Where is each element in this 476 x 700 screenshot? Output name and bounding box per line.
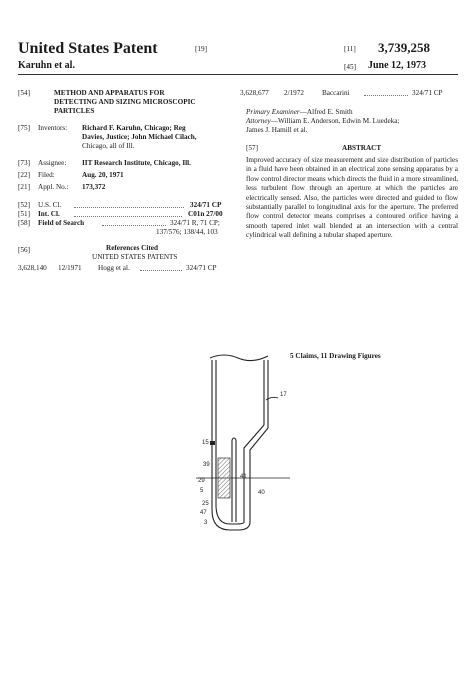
ref2-class: 324/71 CP (412, 89, 443, 97)
left-column (18, 80, 232, 380)
us-dots (74, 201, 184, 208)
ref2-date: 2/1972 (284, 89, 304, 97)
appl-label: Appl. No.: (38, 183, 69, 191)
claims-line: 5 Claims, 11 Drawing Figures (290, 352, 381, 360)
inner-bottom (216, 505, 244, 524)
us-value: 324/71 CP (190, 201, 222, 209)
abstract-title: ABSTRACT (342, 144, 382, 152)
attorney-value-2: James J. Hamill et al. (246, 126, 308, 134)
label-41: 41 (240, 474, 247, 480)
field-code: [58] (18, 219, 30, 227)
label-17: 17 (280, 392, 287, 398)
assignee-value: IIT Research Institute, Chicago, Ill. (82, 159, 191, 167)
patent-number: 3,739,258 (378, 40, 430, 55)
int-code: [51] (18, 210, 30, 218)
label-3: 3 (204, 520, 208, 526)
examiner-label: Primary Examiner (246, 108, 300, 116)
field-value-2: 137/576; 138/44, 103 (156, 228, 218, 236)
attorney-line (246, 117, 399, 126)
us-code: [52] (18, 201, 30, 209)
ref2-name: Baccarini (322, 89, 350, 97)
ref2-number: 3,628,677 (240, 89, 269, 97)
refs-code: [56] (18, 246, 30, 254)
label-15: 15 (202, 440, 209, 446)
attorney-value: —William E. Anderson, Edwin M. Luedeka; (270, 117, 400, 125)
label-5: 5 (200, 488, 204, 494)
examiner-line (246, 108, 353, 117)
ref1-class: 324/71 CP (186, 264, 217, 272)
filed-code: [22] (18, 171, 30, 179)
title-line-1: METHOD AND APPARATUS FOR (54, 89, 165, 97)
hatched-insert (218, 458, 230, 498)
inventors-line-2: Davies, Justice; John Michael Cilach, (82, 133, 197, 141)
patent-title: United States Patent (18, 40, 158, 57)
inventors-code: [75] (18, 124, 30, 132)
label-29: 29 (198, 478, 205, 484)
title-code: [54] (18, 89, 30, 97)
appl-value: 173,372 (82, 183, 106, 191)
inventor-short: Karuhn et al. (18, 60, 75, 71)
appl-code: [21] (18, 183, 30, 191)
refs-title: References Cited (106, 244, 158, 252)
inventors-label: Inventors: (38, 124, 68, 132)
electrode (210, 441, 215, 445)
ref1-dots (140, 264, 182, 271)
abstract-text: Improved accuracy of size measurement and size distribution of particles in a fluid have been obtained in an electrical zone sensing apparatus by a flow control director means which directs the fluid in a more streamlined, less turbulent flow through an aperture at which the particles are electrically sensed. Also, the particles were directed and guided to flow substantially parallel to longitudinal axis for the aperture. The preferred flow control detector means comprises a contoured orifice having a smooth tapered inlet wall blended at an intersection with a central cylindrical wall defining a tubular shaped aperture. (246, 156, 458, 240)
ref1-name: Hogg et al. (98, 264, 130, 272)
patent-number-code: [11] (344, 45, 356, 53)
patent-code: [19] (195, 45, 207, 53)
int-value: C01n 27/00 (188, 210, 223, 218)
ref1-number: 3,628,140 (18, 264, 47, 272)
inner-tube-top (232, 438, 236, 440)
title-line-2: DETECTING AND SIZING MICROSCOPIC (54, 98, 196, 106)
attorney-label: Attorney (246, 117, 271, 125)
assignee-code: [73] (18, 159, 30, 167)
field-dots (102, 219, 166, 226)
filed-label: Filed: (38, 171, 55, 179)
label-40: 40 (258, 490, 265, 496)
int-dots (74, 210, 182, 217)
filed-value: Aug. 20, 1971 (82, 171, 124, 179)
label-39: 39 (203, 462, 210, 468)
field-value-1: 324/71 R, 71 CP; (170, 219, 220, 227)
right-column (240, 80, 460, 380)
refs-subtitle: UNITED STATES PATENTS (92, 253, 178, 261)
inventors-line-1: Richard F. Karuhn, Chicago; Reg (82, 124, 186, 132)
field-label: Field of Search (38, 219, 85, 227)
ref1-date: 12/1971 (58, 264, 82, 272)
taper-wall (244, 425, 264, 522)
outer-bottom (212, 510, 250, 530)
inventors-line-3: Chicago, all of Ill. (82, 142, 135, 150)
title-line-3: PARTICLES (54, 107, 95, 115)
pointer-17 (266, 397, 278, 400)
taper-wall-2 (250, 428, 268, 522)
label-25: 25 (202, 501, 209, 507)
abstract-code: [57] (246, 144, 258, 152)
int-label: Int. Cl. (38, 210, 60, 218)
label-47: 47 (200, 510, 207, 516)
examiner-value: —Alfred E. Smith (299, 108, 353, 116)
ref2-dots (364, 89, 408, 96)
us-label: U.S. Cl. (38, 201, 62, 209)
date-code: [45] (344, 63, 356, 71)
header-rule (18, 74, 458, 75)
assignee-label: Assignee: (38, 159, 67, 167)
patent-date: June 12, 1973 (368, 60, 427, 71)
